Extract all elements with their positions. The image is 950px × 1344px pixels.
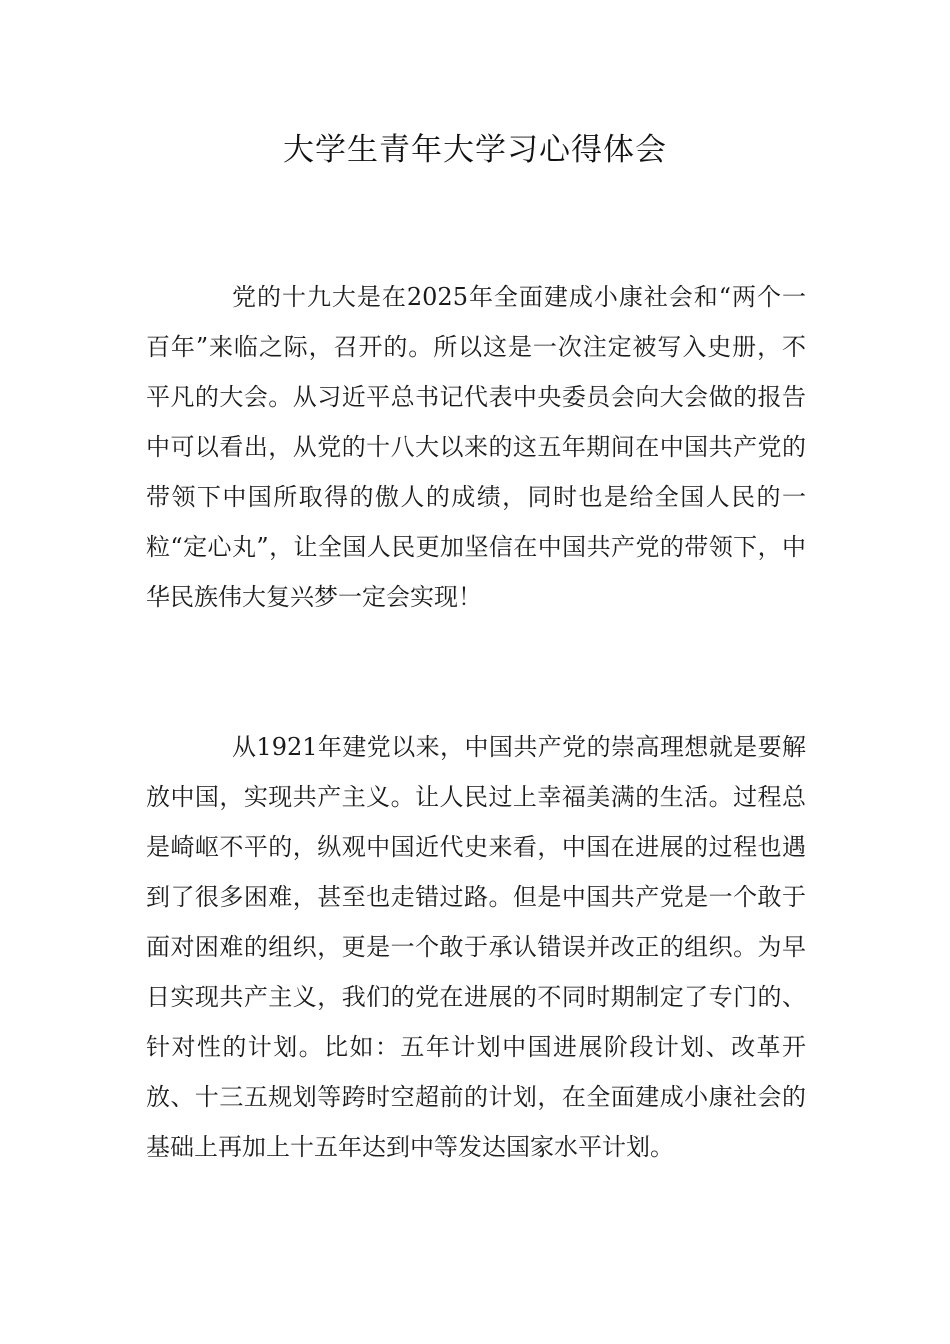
paragraph-2: 从1921年建党以来，中国共产党的崇高理想就是要解放中国，实现共产主义。让人民过上幸福美满的生活。过程总是崎岖不平的，纵观中国近代史来看，中国在进展的过程也遇到了很多困难，甚至也走错过路。但是中国共产党是一个敢于面对困难的组织，更是一个敢于承认错误并改正的组织。为早日实现共产主义，我们的党在进展的不同时期制定了专门的、针对性的计划。比如：五年计划中国进展阶段计划、改革开放、十三五规划等跨时空超前的计划，在全面建成小康社会的基础上再加上十五年达到中等发达国家水平计划。 — [146, 733, 806, 1161]
paragraph-1: 党的十九大是在2025年全面建成小康社会和“两个一百年”来临之际，召开的。所以这是一次注定被写入史册，不平凡的大会。从习近平总书记代表中央委员会向大会做的报告中可以看出，从党的十八大以来的这五年期间在中国共产党的带领下中国所取得的傲人的成绩，同时也是给全国人民的一粒“定心丸”，让全国人民更加坚信在中国共产党的带领下，中华民族伟大复兴梦一定会实现！ — [146, 283, 806, 611]
document-title: 大学生青年大学习心得体会 — [283, 132, 667, 168]
